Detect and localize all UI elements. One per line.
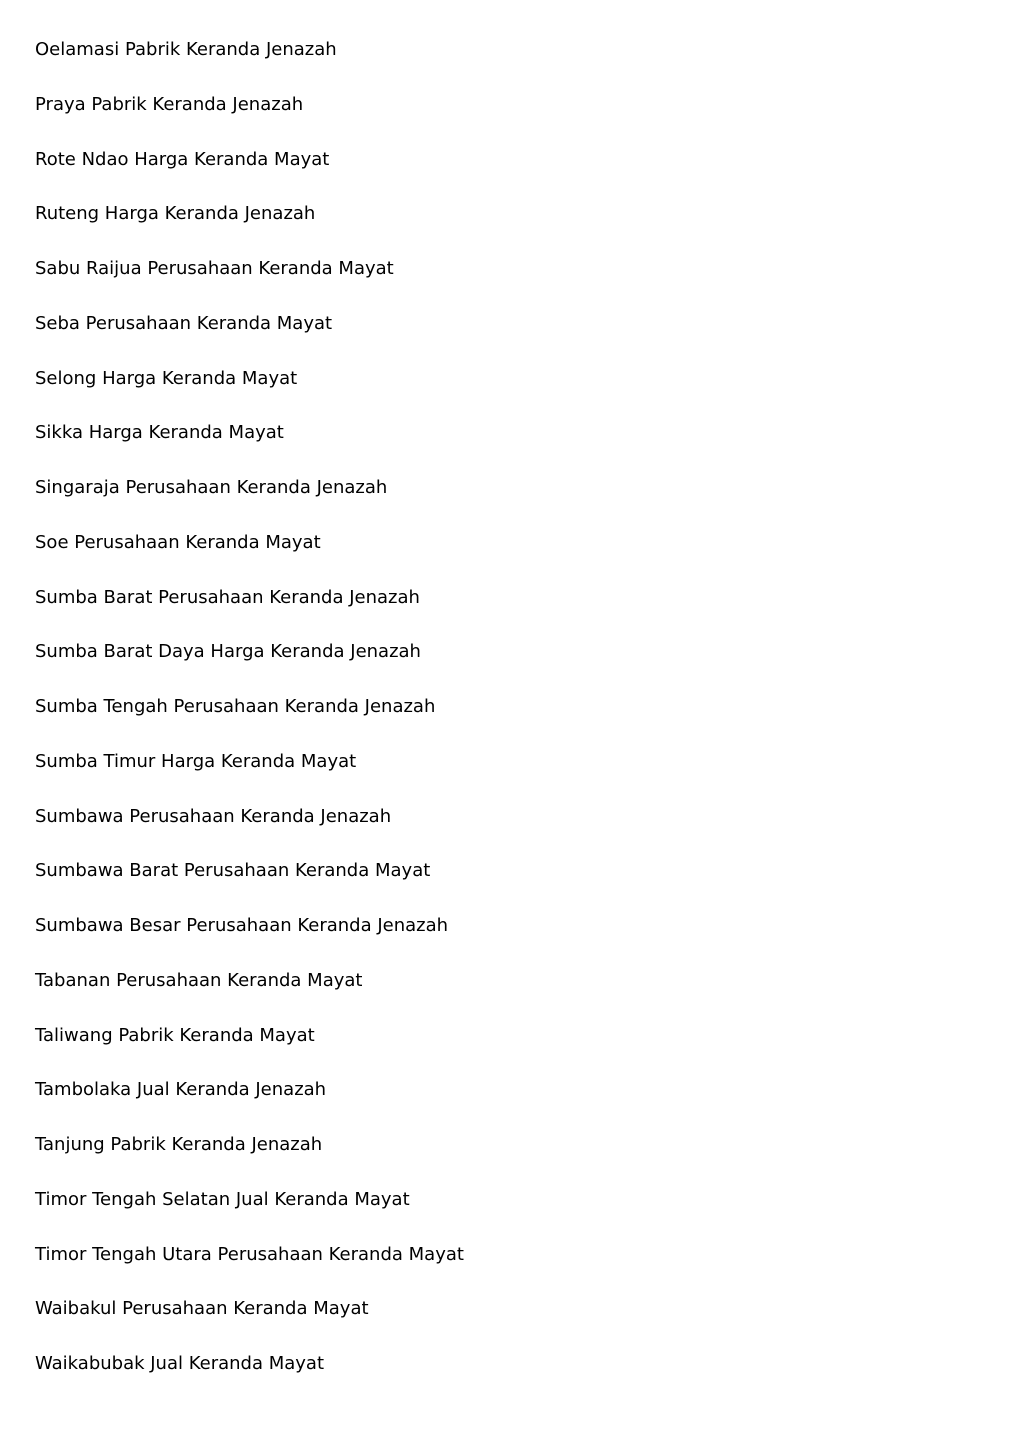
list-item: Taliwang Pabrik Keranda Mayat	[35, 1024, 315, 1046]
list-item: Sumbawa Barat Perusahaan Keranda Mayat	[35, 860, 431, 882]
list-item: Waibakul Perusahaan Keranda Mayat	[35, 1298, 369, 1320]
list-item: Sikka Harga Keranda Mayat	[35, 422, 284, 444]
list-item: Sumba Barat Perusahaan Keranda Jenazah	[35, 586, 420, 608]
location-list	[35, 36, 464, 1405]
list-item: Sumba Barat Daya Harga Keranda Jenazah	[35, 641, 421, 663]
list-item: Sumba Tengah Perusahaan Keranda Jenazah	[35, 696, 436, 717]
list-item: Seba Perusahaan Keranda Mayat	[35, 312, 333, 334]
list-item: Tambolaka Jual Keranda Jenazah	[35, 1079, 327, 1101]
list-item: Soe Perusahaan Keranda Mayat	[35, 531, 321, 553]
list-item: Singaraja Perusahaan Keranda Jenazah	[35, 477, 388, 498]
list-item: Oelamasi Pabrik Keranda Jenazah	[35, 39, 337, 60]
list-item: Rote Ndao Harga Keranda Mayat	[35, 148, 330, 170]
list-item: Timor Tengah Selatan Jual Keranda Mayat	[35, 1188, 410, 1210]
list-item: Tabanan Perusahaan Keranda Mayat	[35, 969, 363, 991]
list-item: Selong Harga Keranda Mayat	[35, 367, 298, 389]
list-item: Sumba Timur Harga Keranda Mayat	[35, 750, 357, 772]
list-item: Timor Tengah Utara Perusahaan Keranda Mayat	[35, 1243, 464, 1265]
list-item: Sumbawa Perusahaan Keranda Jenazah	[35, 805, 392, 827]
list-item: Tanjung Pabrik Keranda Jenazah	[35, 1134, 323, 1155]
list-item: Waikabubak Jual Keranda Mayat	[35, 1353, 325, 1374]
list-item: Sabu Raijua Perusahaan Keranda Mayat	[35, 258, 394, 279]
list-item: Sumbawa Besar Perusahaan Keranda Jenazah	[35, 915, 449, 936]
list-item: Ruteng Harga Keranda Jenazah	[35, 203, 316, 225]
list-item: Praya Pabrik Keranda Jenazah	[35, 93, 304, 115]
